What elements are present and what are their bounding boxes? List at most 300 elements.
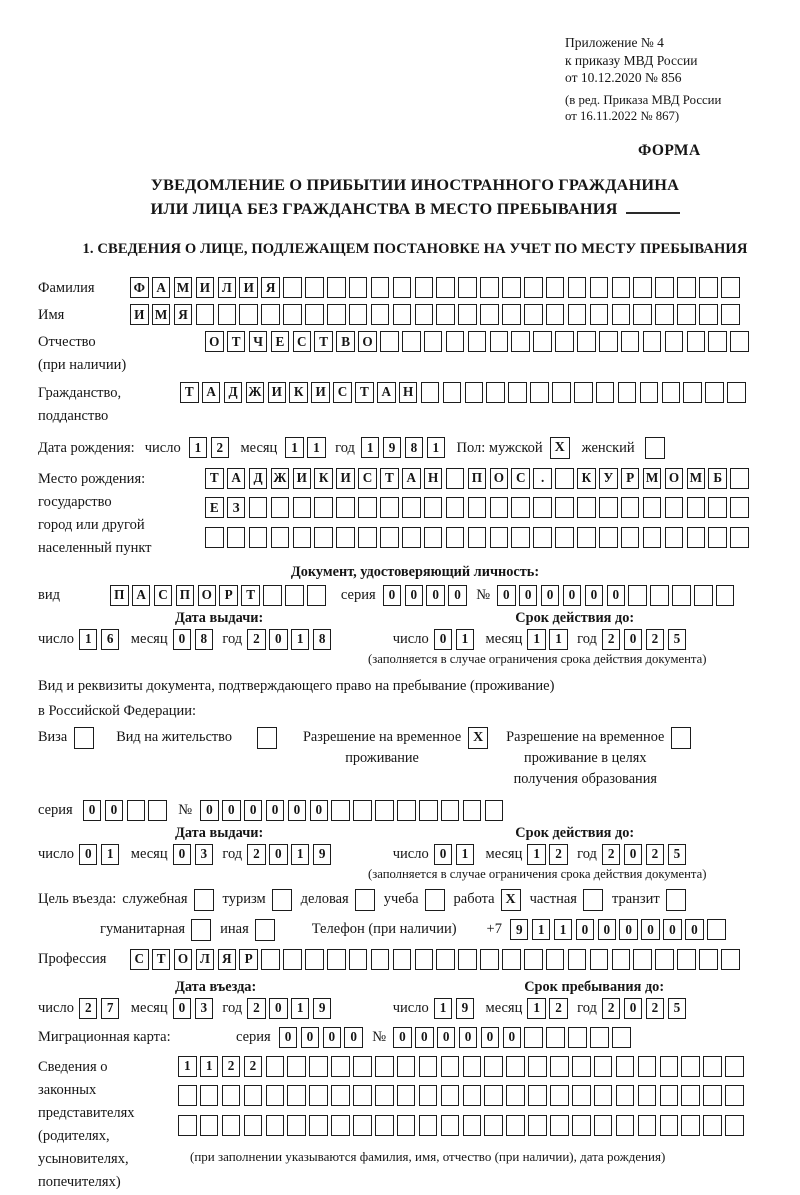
day-label: число bbox=[144, 439, 181, 456]
purpose-other-checkbox bbox=[255, 919, 275, 941]
option-temp-residence-education-checkbox bbox=[671, 727, 691, 749]
form-cell bbox=[662, 382, 681, 403]
purpose-work-checkbox: X bbox=[501, 889, 521, 911]
month-label: месяц bbox=[485, 845, 523, 862]
form-cell bbox=[699, 304, 718, 325]
residence-valid-day bbox=[434, 844, 478, 865]
form-cell: Т bbox=[241, 585, 260, 606]
form-cell: Б bbox=[708, 468, 727, 489]
page-title bbox=[38, 173, 792, 220]
form-cell bbox=[415, 277, 434, 298]
form-cell bbox=[331, 1085, 350, 1106]
form-cell: 5 bbox=[668, 998, 687, 1019]
form-cell bbox=[643, 527, 662, 548]
doc-valid-month bbox=[527, 629, 571, 650]
form-cell bbox=[511, 497, 530, 518]
form-cell bbox=[283, 304, 302, 325]
form-cell bbox=[506, 1056, 525, 1077]
doc-valid-group bbox=[393, 629, 690, 650]
form-cell bbox=[436, 949, 455, 970]
citizenship-label-line: Гражданство, bbox=[38, 384, 122, 401]
form-cell: 0 bbox=[503, 1027, 522, 1048]
form-cell: 1 bbox=[456, 844, 475, 865]
residence-issue-year bbox=[247, 844, 335, 865]
form-cell bbox=[555, 331, 574, 352]
form-cell bbox=[402, 497, 421, 518]
appendix-line: Приложение № 4 bbox=[565, 35, 664, 50]
number-label: № bbox=[372, 1028, 387, 1045]
option-temp-residence-checkbox: X bbox=[468, 727, 488, 749]
birth-date-label: Дата рождения: bbox=[38, 439, 135, 456]
number-label: № bbox=[476, 587, 491, 604]
form-cell: Р bbox=[621, 468, 640, 489]
doc-issue-year bbox=[247, 629, 335, 650]
form-cell: 1 bbox=[456, 629, 475, 650]
stay-until-group bbox=[393, 998, 690, 1019]
doc-dates-row bbox=[38, 629, 792, 650]
day-label: число bbox=[392, 999, 429, 1016]
form-cell bbox=[397, 1085, 416, 1106]
month-label: месяц bbox=[485, 999, 523, 1016]
form-cell bbox=[419, 1085, 438, 1106]
appendix-note bbox=[565, 34, 800, 125]
form-cell: 1 bbox=[101, 844, 120, 865]
form-cell: 0 bbox=[663, 919, 682, 940]
form-cell bbox=[599, 527, 618, 548]
form-cell bbox=[443, 382, 462, 403]
form-cell bbox=[336, 497, 355, 518]
form-cell bbox=[638, 1085, 657, 1106]
form-cell: Т bbox=[180, 382, 199, 403]
form-cell bbox=[524, 304, 543, 325]
residence-options-row bbox=[38, 727, 792, 789]
day-label: число bbox=[392, 845, 429, 862]
form-cell bbox=[612, 1027, 631, 1048]
form-cell bbox=[375, 800, 394, 821]
form-cell bbox=[307, 585, 326, 606]
series-label: серия bbox=[340, 587, 376, 604]
form-cell bbox=[222, 1085, 241, 1106]
form-cell: И bbox=[336, 468, 355, 489]
purpose-work-label: работа bbox=[453, 891, 495, 908]
form-cell: 2 bbox=[646, 844, 665, 865]
form-cell: 0 bbox=[619, 919, 638, 940]
form-cell: 0 bbox=[200, 800, 219, 821]
form-cell: Ч bbox=[249, 331, 268, 352]
doc-series-cells bbox=[383, 585, 471, 606]
form-cell bbox=[506, 1115, 525, 1136]
form-cell: 1 bbox=[427, 437, 446, 458]
gender-female-checkbox bbox=[645, 437, 665, 459]
doc-issue-day bbox=[79, 629, 123, 650]
form-cell: Т bbox=[152, 949, 171, 970]
form-cell bbox=[463, 1056, 482, 1077]
form-cell bbox=[596, 382, 615, 403]
form-cell: С bbox=[293, 331, 312, 352]
form-cell bbox=[612, 277, 631, 298]
form-cell: 5 bbox=[668, 629, 687, 650]
series-label: серия bbox=[38, 801, 73, 818]
form-cell bbox=[266, 1115, 285, 1136]
form-cell bbox=[380, 497, 399, 518]
form-cell: . bbox=[533, 468, 552, 489]
year-label: год bbox=[577, 631, 597, 648]
form-cell bbox=[616, 1115, 635, 1136]
option-label-line: Разрешение на временное bbox=[506, 729, 665, 746]
birth-place-row bbox=[38, 468, 792, 561]
form-cell: 2 bbox=[211, 437, 230, 458]
year-label: год bbox=[335, 439, 355, 456]
form-cell: 1 bbox=[527, 844, 546, 865]
form-cell bbox=[436, 277, 455, 298]
form-cell bbox=[249, 527, 268, 548]
gender-female-label: женский bbox=[581, 439, 635, 456]
name-label: Имя bbox=[38, 306, 65, 323]
form-cell: 1 bbox=[307, 437, 326, 458]
form-cell bbox=[266, 1085, 285, 1106]
form-cell bbox=[261, 949, 280, 970]
form-cell bbox=[446, 331, 465, 352]
form-cell bbox=[677, 304, 696, 325]
form-cell bbox=[506, 1085, 525, 1106]
form-cell bbox=[293, 527, 312, 548]
form-cell bbox=[458, 277, 477, 298]
form-cell bbox=[683, 382, 702, 403]
form-cell bbox=[200, 1115, 219, 1136]
form-cell bbox=[380, 527, 399, 548]
form-cell bbox=[358, 497, 377, 518]
citizenship-cells bbox=[180, 382, 749, 403]
form-cell bbox=[283, 277, 302, 298]
form-cell bbox=[484, 1085, 503, 1106]
representatives-label-line: Сведения о bbox=[38, 1058, 108, 1075]
form-cell: З bbox=[227, 497, 246, 518]
representatives-label-line: попечителях) bbox=[38, 1174, 121, 1191]
form-cell bbox=[261, 304, 280, 325]
purpose-transit-label: транзит bbox=[611, 891, 660, 908]
form-cell: У bbox=[599, 468, 618, 489]
purpose-humanitarian-checkbox bbox=[191, 919, 211, 941]
doc-issue-month bbox=[173, 629, 217, 650]
edition-line: от 16.11.2022 № 867) bbox=[565, 109, 680, 124]
form-cell: 0 bbox=[83, 800, 102, 821]
form-cell bbox=[331, 1056, 350, 1077]
entry-month bbox=[173, 998, 217, 1019]
form-cell: А bbox=[377, 382, 396, 403]
restriction-note: (заполняется в случае ограничения срока действия документа) bbox=[368, 651, 707, 666]
form-cell bbox=[397, 1115, 416, 1136]
form-cell: 1 bbox=[554, 919, 573, 940]
title-line-2: ИЛИ ЛИЦА БЕЗ ГРАЖДАНСТВА В МЕСТО ПРЕБЫВАНИЯ bbox=[38, 197, 792, 221]
form-cell bbox=[331, 1115, 350, 1136]
form-cell bbox=[725, 1115, 744, 1136]
form-cell: 0 bbox=[279, 1027, 298, 1048]
form-cell: С bbox=[154, 585, 173, 606]
birth-place-cells-3 bbox=[205, 527, 752, 548]
form-cell bbox=[677, 277, 696, 298]
form-cell bbox=[485, 800, 504, 821]
phone-cells bbox=[510, 919, 729, 940]
representatives-label-line: (родителях, bbox=[38, 1128, 110, 1145]
form-cell bbox=[480, 277, 499, 298]
form-cell bbox=[660, 1056, 679, 1077]
purpose-humanitarian-label: гуманитарная bbox=[100, 921, 186, 938]
form-cell bbox=[681, 1085, 700, 1106]
form-cell bbox=[375, 1056, 394, 1077]
form-cell: 0 bbox=[269, 629, 288, 650]
form-cell bbox=[353, 1056, 372, 1077]
form-cell bbox=[528, 1085, 547, 1106]
form-cell: С bbox=[511, 468, 530, 489]
form-cell bbox=[699, 277, 718, 298]
form-cell: 0 bbox=[426, 585, 445, 606]
form-cell: 0 bbox=[415, 1027, 434, 1048]
phone-label: Телефон (при наличии) bbox=[311, 921, 457, 938]
purpose-business-checkbox bbox=[355, 889, 375, 911]
form-cell: С bbox=[130, 949, 149, 970]
form-cell bbox=[196, 304, 215, 325]
form-cell bbox=[371, 277, 390, 298]
day-label: число bbox=[38, 845, 74, 862]
form-cell bbox=[465, 382, 484, 403]
form-cell bbox=[446, 527, 465, 548]
form-cell: Е bbox=[271, 331, 290, 352]
form-cell bbox=[721, 304, 740, 325]
form-cell: 2 bbox=[602, 629, 621, 650]
form-cell bbox=[725, 1056, 744, 1077]
form-cell bbox=[574, 382, 593, 403]
form-cell bbox=[480, 304, 499, 325]
form-cell: 8 bbox=[195, 629, 214, 650]
patronymic-label-line: (при наличии) bbox=[38, 357, 127, 374]
form-cell: Т bbox=[355, 382, 374, 403]
form-cell bbox=[309, 1056, 328, 1077]
form-cell bbox=[490, 331, 509, 352]
form-cell: 8 bbox=[313, 629, 332, 650]
form-cell bbox=[393, 277, 412, 298]
residence-valid-group bbox=[393, 844, 690, 865]
form-cell: П bbox=[110, 585, 129, 606]
form-cell bbox=[590, 1027, 609, 1048]
month-label: месяц bbox=[485, 631, 523, 648]
form-cell bbox=[699, 949, 718, 970]
form-cell: М bbox=[152, 304, 171, 325]
form-cell bbox=[441, 1056, 460, 1077]
form-cell: Е bbox=[205, 497, 224, 518]
form-cell bbox=[546, 277, 565, 298]
form-cell bbox=[205, 527, 224, 548]
form-cell bbox=[468, 497, 487, 518]
form-cell bbox=[708, 527, 727, 548]
form-cell: 0 bbox=[244, 800, 263, 821]
form-cell: О bbox=[665, 468, 684, 489]
form-cell bbox=[415, 304, 434, 325]
form-cell bbox=[502, 277, 521, 298]
form-cell bbox=[687, 331, 706, 352]
form-cell: 0 bbox=[585, 585, 604, 606]
form-cell: 0 bbox=[310, 800, 329, 821]
form-cell: 2 bbox=[602, 844, 621, 865]
option-temp-residence-label bbox=[303, 727, 461, 768]
form-cell: 0 bbox=[79, 844, 98, 865]
form-cell: 0 bbox=[269, 844, 288, 865]
form-cell: К bbox=[314, 468, 333, 489]
purpose-official-label: служебная bbox=[122, 891, 188, 908]
identity-doc-row bbox=[38, 585, 792, 606]
form-cell bbox=[402, 527, 421, 548]
form-cell bbox=[349, 277, 368, 298]
form-cell bbox=[708, 497, 727, 518]
form-cell bbox=[621, 331, 640, 352]
form-cell: 0 bbox=[405, 585, 424, 606]
profession-label: Профессия bbox=[38, 950, 107, 967]
form-cell: А bbox=[202, 382, 221, 403]
form-cell bbox=[424, 331, 443, 352]
form-cell bbox=[703, 1085, 722, 1106]
form-cell: Р bbox=[239, 949, 258, 970]
entry-date-group bbox=[38, 998, 335, 1019]
form-cell bbox=[127, 800, 146, 821]
form-cell bbox=[555, 497, 574, 518]
profession-row bbox=[38, 949, 792, 970]
purpose-row-2 bbox=[100, 919, 792, 941]
option-label-line: проживание в целях bbox=[524, 750, 647, 767]
residence-doc-intro bbox=[38, 674, 792, 725]
day-label: число bbox=[38, 999, 74, 1016]
option-label-line: получения образования bbox=[513, 770, 657, 787]
doc-date-headings bbox=[38, 610, 792, 627]
migration-card-label: Миграционная карта: bbox=[38, 1028, 171, 1045]
entry-day bbox=[79, 998, 123, 1019]
representatives-cells-3 bbox=[178, 1115, 747, 1136]
form-cell: 1 bbox=[200, 1056, 219, 1077]
option-visa-checkbox bbox=[74, 727, 94, 749]
form-cell: Ж bbox=[246, 382, 265, 403]
birth-month-cells bbox=[285, 437, 329, 458]
form-cell bbox=[484, 1056, 503, 1077]
form-cell bbox=[703, 1115, 722, 1136]
form-cell: 3 bbox=[195, 998, 214, 1019]
form-cell bbox=[524, 277, 543, 298]
form-cell bbox=[643, 331, 662, 352]
form-cell: 6 bbox=[101, 629, 120, 650]
form-cell bbox=[419, 800, 438, 821]
form-cell bbox=[508, 382, 527, 403]
form-cell bbox=[612, 949, 631, 970]
option-temp-residence bbox=[303, 727, 488, 768]
valid-until-heading: Срок действия до: bbox=[515, 609, 635, 626]
form-cell bbox=[533, 497, 552, 518]
form-cell: 2 bbox=[549, 998, 568, 1019]
form-cell bbox=[353, 1085, 372, 1106]
form-cell bbox=[239, 304, 258, 325]
form-cell: 0 bbox=[173, 844, 192, 865]
form-cell bbox=[397, 800, 416, 821]
form-cell: Я bbox=[174, 304, 193, 325]
form-cell: 9 bbox=[456, 998, 475, 1019]
migration-number-cells bbox=[393, 1027, 634, 1048]
form-cell bbox=[524, 949, 543, 970]
form-cell bbox=[694, 585, 713, 606]
form-cell bbox=[353, 1115, 372, 1136]
form-cell: 0 bbox=[301, 1027, 320, 1048]
residence-dates-row bbox=[38, 844, 792, 865]
form-cell bbox=[314, 527, 333, 548]
form-cell: 0 bbox=[323, 1027, 342, 1048]
form-cell bbox=[594, 1085, 613, 1106]
form-cell bbox=[305, 949, 324, 970]
form-cell: С bbox=[333, 382, 352, 403]
form-cell bbox=[577, 331, 596, 352]
purpose-transit-checkbox bbox=[666, 889, 686, 911]
representatives-cells-1 bbox=[178, 1056, 747, 1077]
form-cell: О bbox=[205, 331, 224, 352]
surname-label: Фамилия bbox=[38, 279, 95, 296]
form-cell: 1 bbox=[291, 844, 310, 865]
form-cell: Л bbox=[218, 277, 237, 298]
form-cell bbox=[271, 497, 290, 518]
purpose-row bbox=[38, 889, 792, 911]
doc-issue-group bbox=[38, 629, 335, 650]
form-cell bbox=[633, 949, 652, 970]
form-cell: Т bbox=[205, 468, 224, 489]
residence-series-row bbox=[38, 800, 792, 821]
migration-card-row bbox=[38, 1027, 792, 1048]
year-label: год bbox=[577, 845, 597, 862]
form-cell: И bbox=[196, 277, 215, 298]
surname-cells bbox=[130, 277, 743, 298]
form-cell bbox=[327, 304, 346, 325]
form-cell: Я bbox=[261, 277, 280, 298]
month-label: месяц bbox=[130, 845, 168, 862]
year-label: год bbox=[222, 845, 243, 862]
form-cell bbox=[463, 800, 482, 821]
form-cell bbox=[446, 497, 465, 518]
patronymic-cells bbox=[205, 331, 752, 352]
form-cell bbox=[721, 277, 740, 298]
form-cell: 9 bbox=[313, 844, 332, 865]
form-cell bbox=[572, 1115, 591, 1136]
form-cell bbox=[353, 800, 372, 821]
form-cell: К bbox=[577, 468, 596, 489]
purpose-study-label: учеба bbox=[383, 891, 419, 908]
form-cell bbox=[271, 527, 290, 548]
form-cell bbox=[638, 1056, 657, 1077]
form-cell: Т bbox=[227, 331, 246, 352]
title-line-1: УВЕДОМЛЕНИЕ О ПРИБЫТИИ ИНОСТРАННОГО ГРАЖДАНИНА bbox=[150, 174, 680, 194]
form-cell bbox=[486, 382, 505, 403]
form-cell bbox=[708, 331, 727, 352]
form-cell bbox=[528, 1115, 547, 1136]
form-cell: Н bbox=[399, 382, 418, 403]
year-label: год bbox=[222, 999, 243, 1016]
form-cell bbox=[705, 382, 724, 403]
form-cell: 0 bbox=[393, 1027, 412, 1048]
form-cell: 1 bbox=[291, 998, 310, 1019]
form-cell bbox=[703, 1056, 722, 1077]
form-cell: М bbox=[174, 277, 193, 298]
form-cell: 2 bbox=[79, 998, 98, 1019]
form-cell: 0 bbox=[437, 1027, 456, 1048]
form-cell bbox=[349, 304, 368, 325]
form-cell: 1 bbox=[79, 629, 98, 650]
form-cell: 9 bbox=[383, 437, 402, 458]
form-cell: 2 bbox=[222, 1056, 241, 1077]
form-cell bbox=[327, 277, 346, 298]
form-cell: 0 bbox=[624, 844, 643, 865]
form-cell bbox=[402, 331, 421, 352]
form-cell bbox=[660, 1085, 679, 1106]
